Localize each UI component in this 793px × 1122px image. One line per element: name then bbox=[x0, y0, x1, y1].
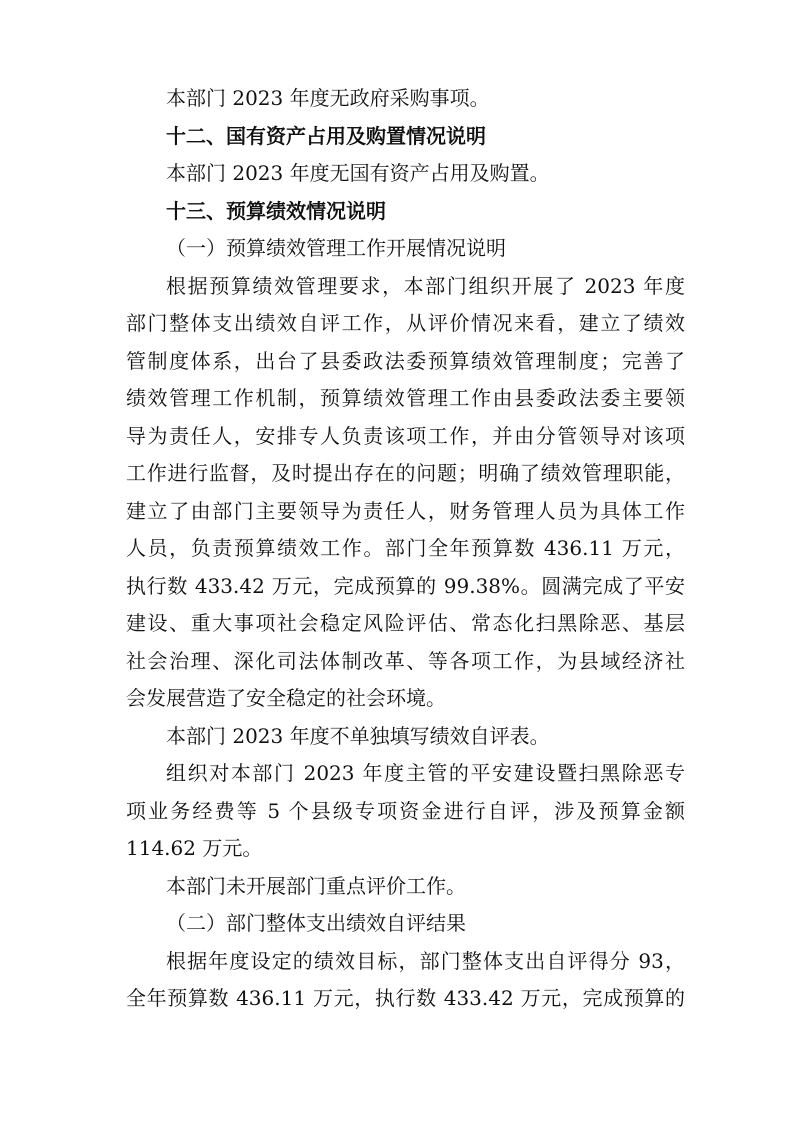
paragraph-line: 管制度体系，出台了县委政法委预算绩效管理制度；完善了 bbox=[126, 348, 685, 373]
paragraph-no-self-eval-form: 本部门 2023 年度不单独填写绩效自评表。 bbox=[166, 723, 550, 748]
subsection-heading-2: （二）部门整体支出绩效自评结果 bbox=[166, 911, 466, 935]
subsection-heading-1: （一）预算绩效管理工作开展情况说明 bbox=[166, 236, 506, 260]
paragraph-line: 建设、重大事项社会稳定风险评估、常态化扫黑除恶、基层 bbox=[126, 611, 685, 635]
section-heading-13: 十三、预算绩效情况说明 bbox=[166, 198, 386, 223]
paragraph-line: 执行数 433.42 万元，完成预算的 99.38%。圆满完成了平安 bbox=[126, 573, 685, 598]
paragraph-self-eval-result bbox=[126, 943, 685, 1018]
section-heading-12: 十二、国有资产占用及购置情况说明 bbox=[166, 123, 486, 148]
paragraph-line: 社会治理、深化司法体制改革、等各项工作，为县域经济社 bbox=[126, 648, 685, 673]
paragraph-line: 根据预算绩效管理要求，本部门组织开展了 2023 年度 bbox=[166, 273, 685, 298]
paragraph-line: 全年预算数 436.11 万元，执行数 433.42 万元，完成预算的 bbox=[126, 986, 685, 1010]
paragraph-line: 会发展营造了安全稳定的社会环境。 bbox=[126, 686, 446, 710]
paragraph-line: 114.62 万元。 bbox=[126, 836, 263, 860]
paragraph-special-funds bbox=[126, 755, 685, 868]
paragraph-budget-performance bbox=[126, 268, 685, 718]
paragraph-line: 导为责任人，安排专人负责该项工作，并由分管领导对该项 bbox=[126, 423, 685, 448]
paragraph-line: 根据年度设定的绩效目标，部门整体支出自评得分 93， bbox=[166, 948, 685, 973]
paragraph-line: 建立了由部门主要领导为责任人，财务管理人员为具体工作 bbox=[126, 498, 685, 523]
paragraph-line: 部门整体支出绩效自评工作，从评价情况来看，建立了绩效 bbox=[126, 311, 685, 335]
paragraph-no-procurement: 本部门 2023 年度无政府采购事项。 bbox=[166, 86, 490, 110]
paragraph-line: 项业务经费等 5 个县级专项资金进行自评，涉及预算金额 bbox=[126, 798, 685, 823]
paragraph-line: 绩效管理工作机制，预算绩效管理工作由县委政法委主要领 bbox=[126, 386, 685, 410]
paragraph-line: 工作进行监督，及时提出存在的问题；明确了绩效管理职能， bbox=[126, 461, 685, 485]
paragraph-line: 人员，负责预算绩效工作。部门全年预算数 436.11 万元， bbox=[126, 536, 685, 560]
paragraph-no-key-evaluation: 本部门未开展部门重点评价工作。 bbox=[166, 873, 466, 898]
paragraph-no-assets: 本部门 2023 年度无国有资产占用及购置。 bbox=[166, 161, 550, 185]
paragraph-line: 组织对本部门 2023 年度主管的平安建设暨扫黑除恶专 bbox=[166, 761, 685, 785]
